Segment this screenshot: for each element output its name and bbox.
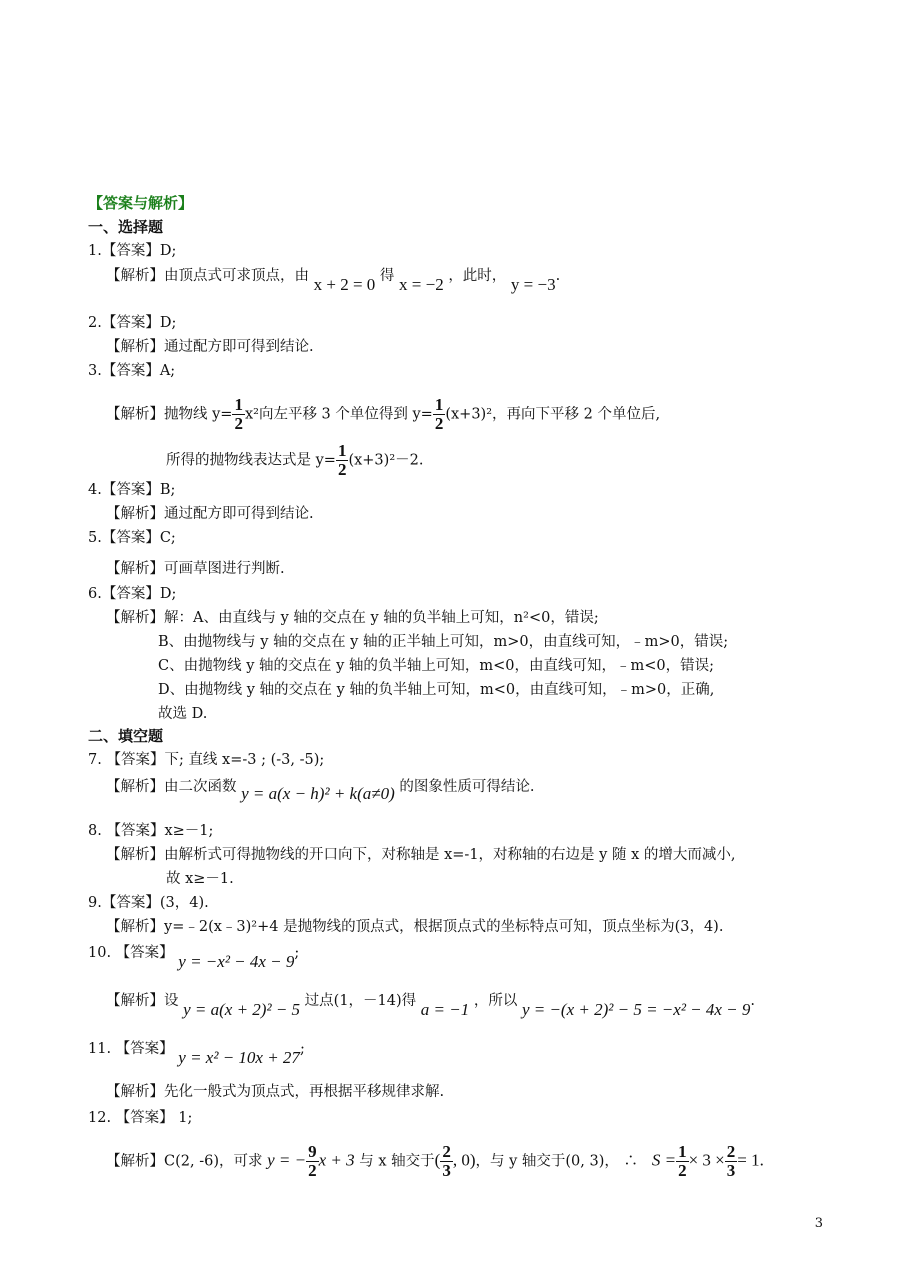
page-number: 3 [814,1216,823,1231]
q3-frac-2: $\frac{1}{2}$ [434,395,444,433]
q4-explanation: 【解析】通过配方即可得到结论. [106,506,314,522]
q3-frac-3: $\frac{1}{2}$ [337,441,347,479]
q3-explanation-line2: 所得的抛物线表达式是 y= $\frac{1}{2}$ (x+3)²－2. [166,441,424,479]
q12-frac-9-2: $\frac{9}{2}$ [308,1142,317,1180]
q3-answer: 3.【答案】A; [88,363,176,379]
q1-eq3: y = −3 [510,275,556,294]
q8-answer: 8. 【答案】x≥－1; [88,823,214,839]
q10-eq1: y = a(x + 2)² − 5 [183,1000,301,1019]
q12-explanation: 【解析】C(2, -6)，可求 y = − $\frac{9}{2}$ x + 3 与 x 轴交于( $\frac{2}{3}$ , 0)，与 y 轴交于(0, 3)， ∴ S = $\frac{1}{2}$ × 3 × $\frac{2}{3}$ = 1. [106,1142,764,1180]
q3-frac-1: $\frac{1}{2}$ [234,395,243,433]
q10-ans-eq: y = −x² − 4x − 9 [178,952,295,971]
q10-answer: 10. 【答案】 y = −x² − 4x − 9; [88,945,300,971]
q6-line-5: 故选 D. [158,706,208,722]
q3-explanation: 【解析】抛物线 y= $\frac{1}{2}$ x²向左平移 3 个单位得到 y= $\frac{1}{2}$ (x+3)²，再向下平移 2 个单位后, [106,395,661,433]
q10-eq3: y = −(x + 2)² − 5 = −x² − 4x − 9 [521,1000,751,1019]
q7-explanation: 【解析】由二次函数 y = a(x − h)² + k(a≠0) 的图象性质可得结论. [106,779,535,803]
q1-eq1: x + 2 = 0 [313,275,376,294]
q6-line-4: D、由抛物线 y 轴的交点在 y 轴的负半轴上可知，m<0，由直线可知，﹣m>0，正确, [158,682,715,698]
q6-line-2: B、由抛物线与 y 轴的交点在 y 轴的正半轴上可知，m>0，由直线可知，﹣m>0，错误; [158,634,729,650]
q2-explanation: 【解析】通过配方即可得到结论. [106,339,314,355]
q12-frac-1-2: $\frac{1}{2}$ [678,1142,687,1180]
q7-answer: 7. 【答案】下; 直线 x=-3 ; (-3, -5); [88,752,325,768]
q8-explanation-2: 故 x≥－1. [166,871,234,887]
q6-answer: 6.【答案】D; [88,586,177,602]
q10-eq2: a = −1 [420,1000,470,1019]
q1-explanation: 【解析】由顶点式可求顶点，由 x + 2 = 0 得 x = −2 ，此时， y = −3. [106,268,561,294]
q12-answer: 12. 【答案】 1; [88,1110,193,1126]
q9-explanation: 【解析】y=﹣2(x﹣3)²+4 是抛物线的顶点式，根据顶点式的坐标特点可知，顶点坐标为(3，4). [106,919,724,935]
q5-explanation: 【解析】可画草图进行判断. [106,561,285,577]
q7-eq: y = a(x − h)² + k(a≠0) [241,784,395,803]
q6-line-3: C、由抛物线 y 轴的交点在 y 轴的负半轴上可知，m<0，由直线可知，﹣m<0，错误; [158,658,715,674]
section-choice: 一、选择题 [88,218,164,236]
section-fill: 二、填空题 [88,727,164,745]
answer-heading: 【答案与解析】 [88,194,194,212]
q9-answer: 9.【答案】(3，4). [88,895,209,911]
q1-eq2: x = −2 [399,275,444,294]
q4-answer: 4.【答案】B; [88,482,176,498]
q8-explanation: 【解析】由解析式可得抛物线的开口向下，对称轴是 x=-1，对称轴的右边是 y 随 x 的增大而减小, [106,847,736,863]
q12-frac-2-3: $\frac{2}{3}$ [442,1142,451,1180]
q6-line-1: 【解析】解：A、由直线与 y 轴的交点在 y 轴的负半轴上可知，n²<0，错误; [106,610,599,626]
q11-explanation: 【解析】先化一般式为顶点式，再根据平移规律求解. [106,1084,445,1100]
q11-answer: 11. 【答案】 y = x² − 10x + 27; [88,1041,305,1067]
q5-answer: 5.【答案】C; [88,530,176,546]
q1-answer: 1.【答案】D; [88,243,177,259]
q10-explanation: 【解析】设 y = a(x + 2)² − 5 过点(1，－14)得 a = −1 ，所以 y = −(x + 2)² − 5 = −x² − 4x − 9. [106,993,756,1019]
q12-frac-2-3b: $\frac{2}{3}$ [726,1142,736,1180]
q2-answer: 2.【答案】D; [88,315,177,331]
q11-ans-eq: y = x² − 10x + 27 [178,1048,300,1067]
